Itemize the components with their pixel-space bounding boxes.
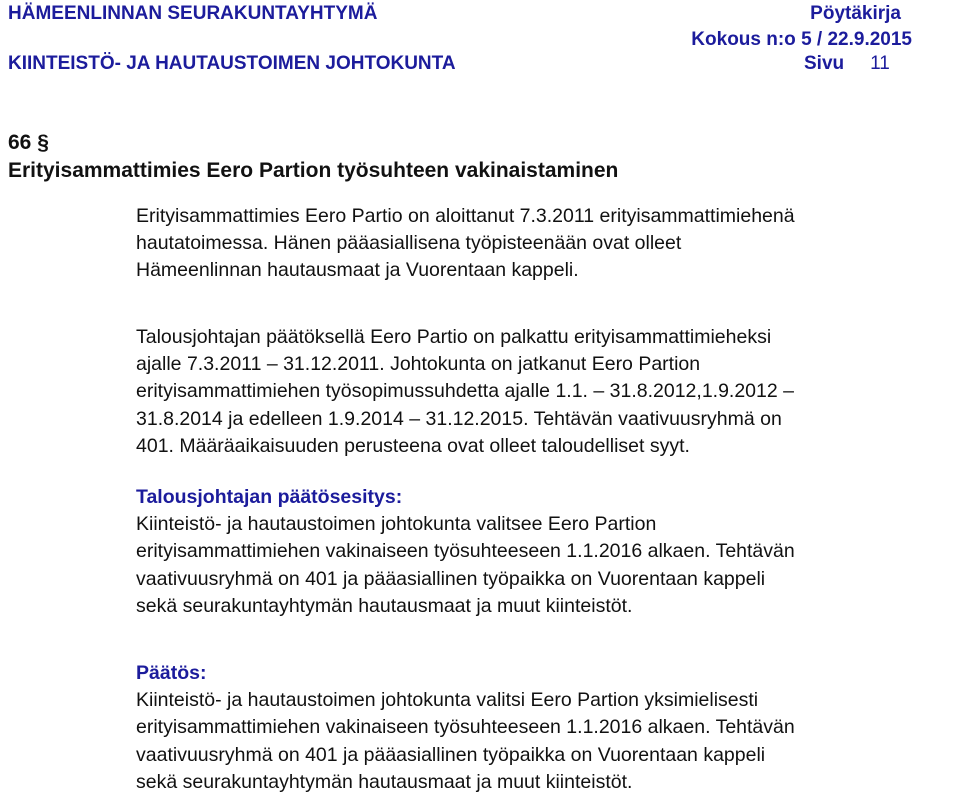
page-label: Sivu xyxy=(804,53,845,74)
section-number: 66 § xyxy=(8,131,49,154)
paragraph-line: erityisammattimiehen työsopimussuhdetta ajalle 1.1. – 31.8.2012,1.9.2012 – xyxy=(136,380,794,403)
paragraph-background xyxy=(136,203,954,285)
decision-line: vaativuusryhmä on 401 ja pääasiallinen työpaikka on Vuorentaan kappeli xyxy=(136,743,766,766)
meeting-info: Kokous n:o 5 / 22.9.2015 xyxy=(691,29,912,50)
section-title: Erityisammattimies Eero Partion työsuhteen vakinaistaminen xyxy=(8,159,619,182)
proposal-line: sekä seurakuntayhtymän hautausmaat ja muut kiinteistöt. xyxy=(136,594,633,617)
page-indicator xyxy=(804,53,890,75)
board-name: KIINTEISTÖ- JA HAUTAUSTOIMEN JOHTOKUNTA xyxy=(8,53,456,74)
proposal-line: Kiinteistö- ja hautaustoimen johtokunta valitsee Eero Partion xyxy=(136,513,657,536)
organization-name: HÄMEENLINNAN SEURAKUNTAYHTYMÄ xyxy=(8,3,378,24)
paragraph-line: 31.8.2014 ja edelleen 1.9.2014 – 31.12.2015. Tehtävän vaativuusryhmä on xyxy=(136,407,782,430)
document-type: Pöytäkirja xyxy=(810,3,901,24)
proposal-section xyxy=(136,484,954,620)
page-number: 11 xyxy=(870,53,890,74)
decision-line: sekä seurakuntayhtymän hautausmaat ja muut kiinteistöt. xyxy=(136,770,633,793)
proposal-line: erityisammattimiehen vakinaiseen työsuhteeseen 1.1.2016 alkaen. Tehtävän xyxy=(136,540,795,563)
paragraph-line: Talousjohtajan päätöksellä Eero Partio on palkattu erityisammattimieheksi xyxy=(136,326,772,348)
paragraph-line: Hämeenlinnan hautausmaat ja Vuorentaan kappeli. xyxy=(136,259,579,282)
paragraph-line: 401. Määräaikaisuuden perusteena ovat olleet taloudelliset syyt. xyxy=(136,434,690,457)
decision-heading: Päätös: xyxy=(136,662,207,684)
proposal-heading: Talousjohtajan päätösesitys: xyxy=(136,486,403,508)
paragraph-line: ajalle 7.3.2011 – 31.12.2011. Johtokunta on jatkanut Eero Partion xyxy=(136,353,701,376)
paragraph-line: hautatoimessa. Hänen pääasiallisena työpisteenään ovat olleet xyxy=(136,232,682,255)
proposal-line: vaativuusryhmä on 401 ja pääasiallinen työpaikka on Vuorentaan kappeli xyxy=(136,567,766,590)
decision-line: erityisammattimiehen vakinaiseen työsuhteeseen 1.1.2016 alkaen. Tehtävän xyxy=(136,716,795,739)
paragraph-line: Erityisammattimies Eero Partio on aloittanut 7.3.2011 erityisammattimiehenä xyxy=(136,205,795,227)
decision-section xyxy=(136,660,954,796)
decision-line: Kiinteistö- ja hautaustoimen johtokunta valitsi Eero Partion yksimielisesti xyxy=(136,689,759,712)
paragraph-employment-history xyxy=(136,324,954,460)
